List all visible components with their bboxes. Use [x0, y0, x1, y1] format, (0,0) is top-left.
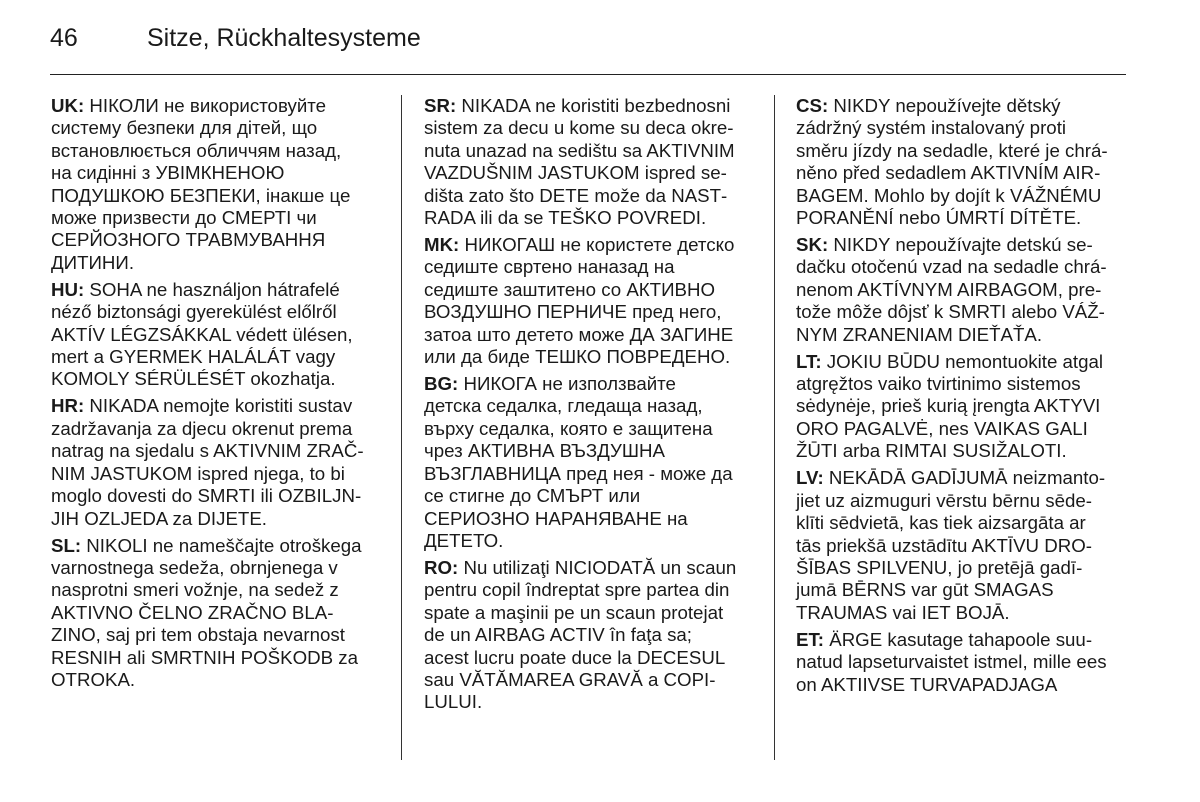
language-code: MK: [424, 234, 460, 256]
column-3 [796, 95, 1128, 701]
warning-text: НИКОГАШ не користете детско [459, 234, 735, 256]
warning-line: TRAUMAS vai IET BOJĀ. [796, 601, 1010, 623]
warning-line: седиште заштитено со АКТИВНО [424, 278, 716, 300]
warning-line [424, 234, 756, 256]
warning-line: СЕРИОЗНО НАРАНЯВАНЕ на [424, 507, 688, 529]
warning-line: atgręžtos vaiko tvirtinimo sistemos [796, 373, 1081, 395]
warning-line: moglo dovesti do SMRTI ili OZBILJN‐ [51, 485, 362, 507]
warning-line: RESNIH ali SMRTNIH POŠKODB za [51, 646, 359, 668]
warning-line: чрез АКТИВНА ВЪЗДУШНА [424, 440, 666, 462]
warning-paragraph [424, 234, 756, 368]
warning-line [796, 467, 1128, 489]
warning-line: varnostnega sedeža, obrnjenega v [51, 556, 338, 578]
warning-line: ŠĪBAS SPILVENU, jo pretējā gadī‐ [796, 556, 1083, 578]
warning-line: jiet uz aizmuguri vērstu bērnu sēde‐ [796, 489, 1093, 511]
language-code: SL: [51, 534, 82, 556]
warning-line: natud lapseturvaistet istmel, mille ees [796, 651, 1107, 673]
warning-line: KOMOLY SÉRÜLÉSÉT okozhatja. [51, 368, 336, 390]
page-number: 46 [50, 24, 78, 52]
warning-line: или да биде ТЕШКО ПОВРЕДЕНО. [424, 346, 731, 368]
warning-line: ВОЗДУШНО ПЕРНИЧЕ пред него, [424, 301, 722, 323]
warning-line: ДЕТЕТО. [424, 529, 504, 551]
warning-line: nenom AKTÍVNYM AIRBAGOM, pre‐ [796, 278, 1102, 300]
warning-paragraph [51, 535, 391, 692]
warning-line: може призвести до СМЕРТІ чи [51, 207, 317, 229]
language-code: LV: [796, 467, 824, 489]
warning-text: НИКОГА не използвайте [458, 373, 676, 395]
header-rule [50, 74, 1126, 75]
warning-line: систему безпеки для дітей, що [51, 117, 318, 139]
warning-line: NYM ZRANENIAM DIEŤAŤA. [796, 323, 1043, 345]
language-code: HR: [51, 395, 85, 417]
warning-line: AKTÍV LÉGZSÁKKAL védett ülésen, [51, 323, 353, 345]
warning-line: tože môže dôjsť k SMRTI alebo VÁŽ‐ [796, 301, 1105, 323]
warning-line: ВЪЗГЛАВНИЦА пред нея - може да [424, 462, 733, 484]
warning-text: NIKDY nepoužívajte detskú se‐ [828, 234, 1093, 256]
warning-line: седиште свртено наназад на [424, 256, 675, 278]
warning-text: SOHA ne használjon hátrafelé [84, 278, 340, 300]
warning-paragraph [51, 279, 391, 391]
warning-line [796, 629, 1128, 651]
warning-paragraph [424, 373, 756, 552]
warning-text: NEKĀDĀ GADĪJUMĀ neizmanto‐ [823, 467, 1106, 489]
warning-line: de un AIRBAG ACTIV în faţa sa; [424, 624, 692, 646]
warning-text: JOKIU BŪDU nemontuokite atgal [821, 350, 1104, 372]
warning-line [51, 279, 391, 301]
column-divider [774, 95, 775, 760]
warning-line: acest lucru poate duce la DECESUL [424, 646, 726, 668]
warning-text: NIKADA nemojte koristiti sustav [84, 395, 353, 417]
warning-paragraph [424, 95, 756, 229]
warning-line: něno před sedadlem AKTIVNÍM AIR‐ [796, 162, 1101, 184]
warning-text: Nu utilizaţi NICIODATĂ un scaun [458, 556, 737, 578]
warning-line: BAGEM. Mohlo by dojít k VÁŽNÉMU [796, 184, 1102, 206]
warning-line: встановлюється обличчям назад, [51, 139, 342, 161]
warning-line: OTROKA. [51, 668, 136, 690]
warning-line: sau VĂTĂMAREA GRAVĂ a COPI‐ [424, 668, 716, 690]
language-code: HU: [51, 278, 85, 300]
warning-line: tās priekšā uzstādītu AKTĪVU DRO‐ [796, 534, 1092, 556]
warning-line: RADA ili da se TEŠKO POVREDI. [424, 207, 707, 229]
warning-line: nuta unazad na sedištu sa AKTIVNIM [424, 139, 735, 161]
page-header [50, 24, 421, 64]
warning-line [796, 234, 1128, 256]
warning-paragraph [796, 629, 1128, 696]
warning-line: natrag na sjedalu s AKTIVNIM ZRAČ‐ [51, 440, 364, 462]
warning-line: néző biztonsági gyerekülést előlről [51, 301, 337, 323]
warning-line: sistem za decu u kome su deca okre‐ [424, 117, 734, 139]
warning-text: НІКОЛИ не використовуйте [84, 95, 326, 116]
warning-line: LULUI. [424, 691, 483, 713]
warning-text: ÄRGE kasutage tahapoole suu‐ [824, 628, 1093, 650]
warning-paragraph [796, 467, 1128, 624]
warning-paragraph [424, 557, 756, 714]
warning-line [51, 95, 391, 117]
warning-line: mert a GYERMEK HALÁLÁT vagy [51, 346, 336, 368]
language-code: BG: [424, 373, 459, 395]
warning-line: ДИТИНИ. [51, 251, 135, 273]
warning-line [424, 373, 756, 395]
warning-text: NIKOLI ne nameščajte otroškega [81, 534, 362, 556]
column-1 [51, 95, 391, 696]
warning-paragraph [796, 234, 1128, 346]
language-code: SK: [796, 234, 829, 256]
language-code: UK: [51, 95, 85, 116]
warning-line: се стигне до СМЪРТ или [424, 485, 641, 507]
warning-line: PORANĚNÍ nebo ÚMRTÍ DÍTĚTE. [796, 207, 1082, 229]
warning-line: затоа што детето може ДА ЗАГИНЕ [424, 323, 734, 345]
warning-line [424, 95, 756, 117]
language-code: RO: [424, 556, 459, 578]
column-divider [401, 95, 402, 760]
warning-line: на сидінні з УВІМКНЕНОЮ [51, 162, 285, 184]
warning-line [424, 557, 756, 579]
warning-line: dišta zato što DETE može da NAST‐ [424, 184, 728, 206]
warning-line: on AKTIIVSE TURVAPADJAGA [796, 673, 1058, 695]
warning-line: ZINO, saj pri tem obstaja nevarnost [51, 624, 345, 646]
warning-line: ŽŪTI arba RIMTAI SUSIŽALOTI. [796, 440, 1067, 462]
language-code: CS: [796, 95, 829, 116]
warning-line: sėdynėje, prieš kurią įrengta AKTYVI [796, 395, 1101, 417]
warning-line: VAZDUŠNIM JASTUKOM ispred se‐ [424, 162, 727, 184]
warning-line: dačku otočenú vzad na sedadle chrá‐ [796, 256, 1107, 278]
warning-line: spate a maşinii pe un scaun protejat [424, 601, 724, 623]
warning-line: jumā BĒRNS var gūt SMAGAS [796, 579, 1054, 601]
warning-paragraph [796, 351, 1128, 463]
warning-line: СЕРЙОЗНОГО ТРАВМУВАННЯ [51, 229, 326, 251]
warning-line: zadržavanja za djecu okrenut prema [51, 417, 353, 439]
warning-paragraph [51, 95, 391, 274]
warning-line [796, 95, 1128, 117]
warning-line: ORO PAGALVĖ, nes VAIKAS GALI [796, 417, 1088, 439]
warning-line [796, 351, 1128, 373]
warning-line: ПОДУШКОЮ БЕЗПЕКИ, інакше це [51, 184, 351, 206]
warning-line: NIM JASTUKOM ispred njega, to bi [51, 462, 345, 484]
page-title: Sitze, Rückhaltesysteme [147, 24, 421, 52]
warning-paragraph [796, 95, 1128, 229]
warning-line: zádržný systém instalovaný proti [796, 117, 1067, 139]
language-code: ET: [796, 628, 825, 650]
warning-line: klīti sēdvietā, kas tiek aizsargāta ar [796, 512, 1086, 534]
language-code: SR: [424, 95, 457, 116]
warning-line: směru jízdy na sedadle, které je chrá‐ [796, 139, 1108, 161]
warning-line: AKTIVNO ČELNO ZRAČNO BLA‐ [51, 601, 334, 623]
warning-text: NIKADA ne koristiti bezbednosni [456, 95, 731, 116]
warning-paragraph [51, 395, 391, 529]
warning-text: NIKDY nepoužívejte dětský [828, 95, 1061, 116]
warning-line: pentru copil îndreptat spre partea din [424, 579, 730, 601]
warning-line: върху седалка, която е защитена [424, 417, 713, 439]
warning-line: JIH OZLJEDA za DIJETE. [51, 507, 267, 529]
warning-line [51, 535, 391, 557]
warning-line: детска седалка, гледаща назад, [424, 395, 703, 417]
column-2 [424, 95, 756, 718]
warning-line: nasprotni smeri vožnje, na sedež z [51, 579, 339, 601]
warning-line [51, 395, 391, 417]
language-code: LT: [796, 350, 822, 372]
